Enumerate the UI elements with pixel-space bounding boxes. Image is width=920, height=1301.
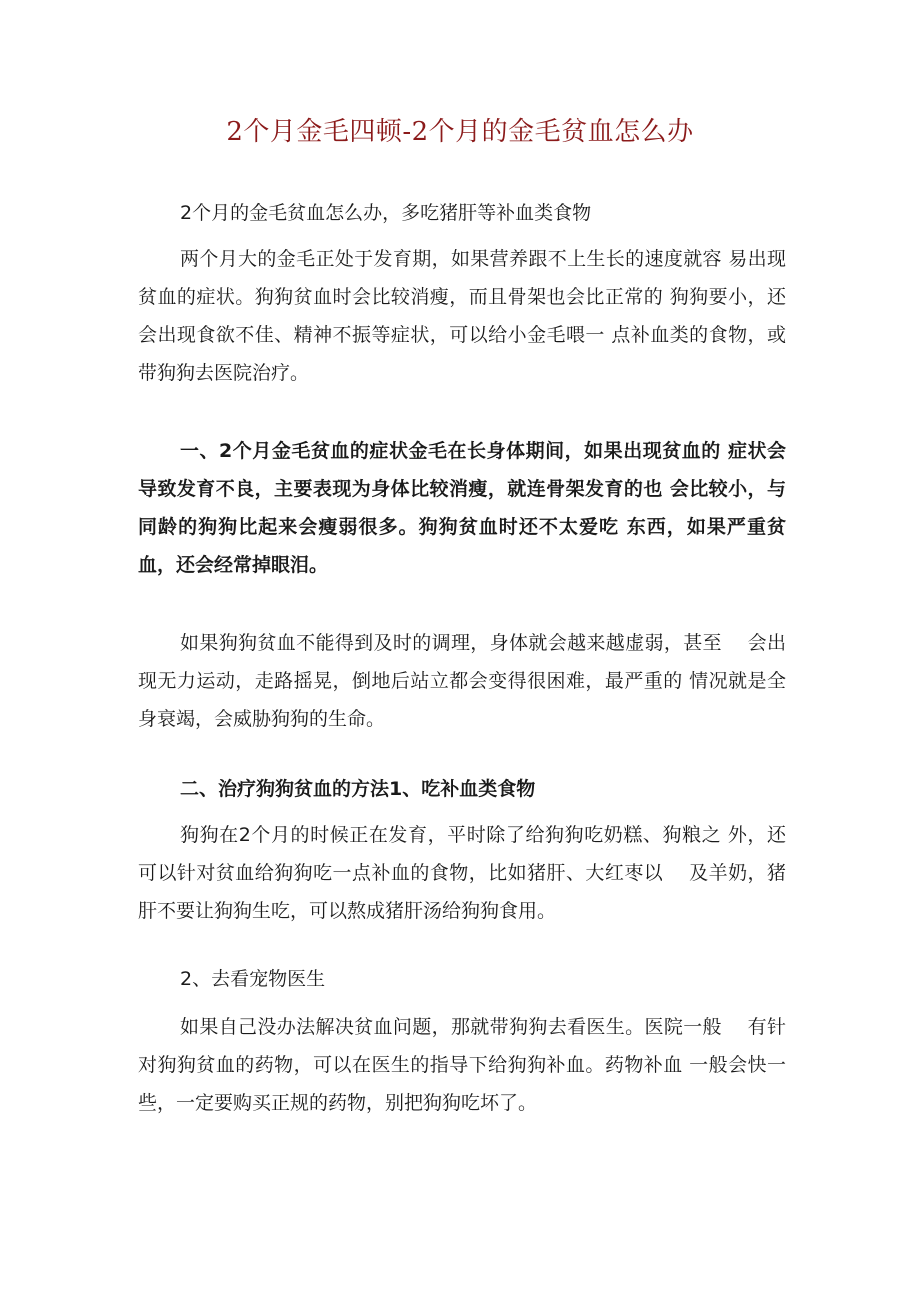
food-paragraph: 狗狗在2个月的时候正在发育，平时除了给狗狗吃奶糕、狗粮之 外，还可以针对贫血给狗狗吃一点补血的食物，比如猪肝、大红枣以 及羊奶，猪肝不要让狗狗生吃，可以熬成猪肝汤给狗狗食用。 (138, 824, 786, 922)
consequence-paragraph: 如果狗狗贫血不能得到及时的调理，身体就会越来越虚弱，甚至 会出现无力运动，走路摇晃，倒地后站立都会变得很困难，最严重的 情况就是全身衰竭，会威胁狗狗的生命。 (138, 632, 786, 730)
document-title: 2个月金毛四顿-2个月的金毛贫血怎么办 (226, 117, 694, 147)
doctor-paragraph: 如果自己没办法解决贫血问题，那就带狗狗去看医生。医院一般 有针对狗狗贫血的药物，可以在医生的指导下给狗狗补血。药物补血 一般会快一些，一定要购买正规的药物，别把狗狗吃坏了。 (138, 1016, 786, 1114)
section-2-heading: 二、治疗狗狗贫血的方法1、吃补血类食物 (180, 778, 536, 800)
intro-paragraph: 2个月的金毛贫血怎么办，多吃猪肝等补血类食物 (180, 202, 592, 224)
background-paragraph: 两个月大的金毛正处于发育期，如果营养跟不上生长的速度就容 易出现贫血的症状。狗狗贫血时会比较消瘦，而且骨架也会比正常的 狗狗要小，还会出现食欲不佳、精神不振等症状，可以给小金毛喂一 点补血类的食物，或带狗狗去医院治疗。 (138, 248, 786, 384)
item-2-heading: 2、去看宠物医生 (180, 968, 326, 990)
section-1-paragraph: 一、2个月金毛贫血的症状金毛在长身体期间，如果出现贫血的 症状会导致发育不良，主要表现为身体比较消瘦，就连骨架发育的也 会比较小，与同龄的狗狗比起来会瘦弱很多。狗狗贫血时还不太爱吃 东西，如果严重贫血，还会经常掉眼泪。 (138, 440, 786, 576)
